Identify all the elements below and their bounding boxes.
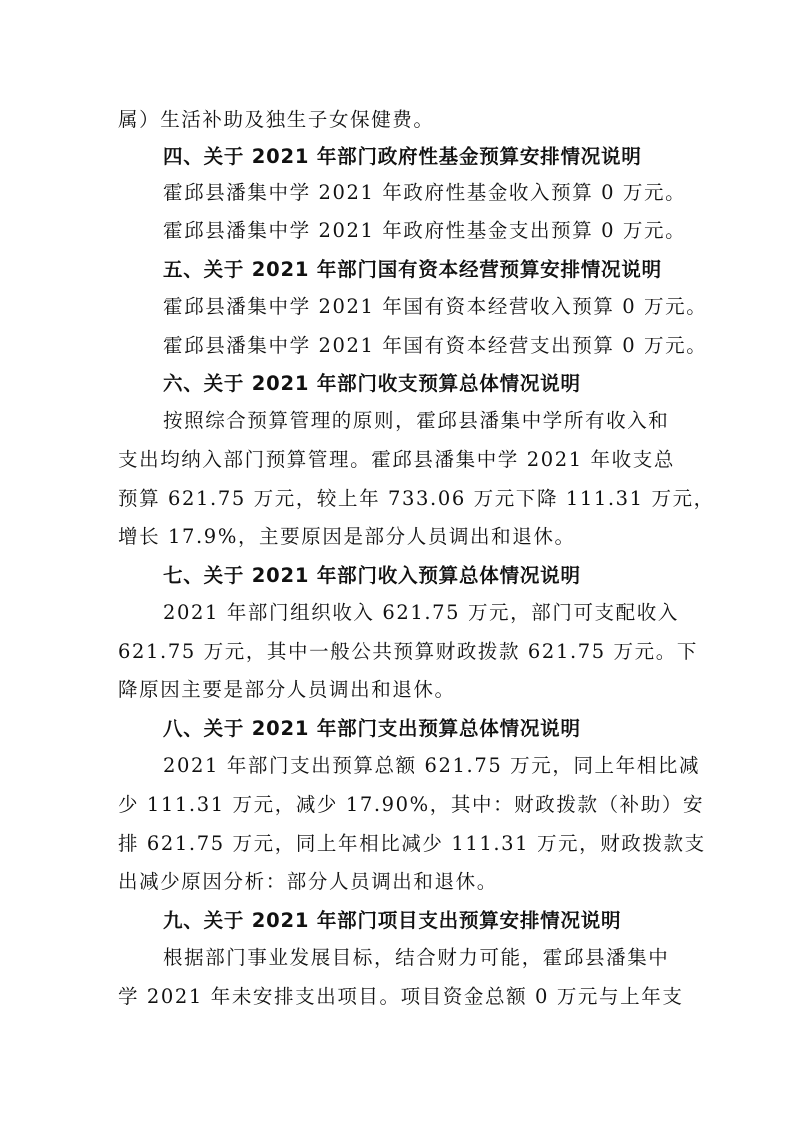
paragraph-line: 按照综合预算管理的原则，霍邱县潘集中学所有收入和 bbox=[163, 409, 670, 432]
paragraph-line: 霍邱县潘集中学 2021 年国有资本经营支出预算 0 万元。 bbox=[163, 334, 708, 357]
paragraph-line: 2021 年部门支出预算总额 621.75 万元，同上年相比减 bbox=[163, 754, 701, 777]
section-heading: 四、关于 2021 年部门政府性基金预算安排情况说明 bbox=[163, 145, 642, 168]
paragraph-line: 预算 621.75 万元，较上年 733.06 万元下降 111.31 万元， bbox=[118, 487, 715, 510]
section-heading: 八、关于 2021 年部门支出预算总体情况说明 bbox=[163, 717, 581, 740]
paragraph-line: 霍邱县潘集中学 2021 年政府性基金收入预算 0 万元。 bbox=[163, 181, 687, 204]
section-heading: 七、关于 2021 年部门收入预算总体情况说明 bbox=[163, 564, 581, 587]
paragraph-line: 根据部门事业发展目标，结合财力可能，霍邱县潘集中 bbox=[163, 946, 670, 969]
section-heading: 六、关于 2021 年部门收支预算总体情况说明 bbox=[163, 372, 581, 395]
section-heading: 九、关于 2021 年部门项目支出预算安排情况说明 bbox=[163, 909, 622, 932]
paragraph-line: 出减少原因分析：部分人员调出和退休。 bbox=[118, 870, 498, 893]
paragraph-line: 降原因主要是部分人员调出和退休。 bbox=[118, 678, 456, 701]
paragraph-line: 支出均纳入部门预算管理。霍邱县潘集中学 2021 年收支总 bbox=[118, 448, 675, 471]
paragraph-line: 增长 17.9%，主要原因是部分人员调出和退休。 bbox=[118, 525, 576, 548]
paragraph-line: 少 111.31 万元，减少 17.90%，其中：财政拨款（补助）安 bbox=[118, 793, 705, 816]
paragraph-line: 排 621.75 万元，同上年相比减少 111.31 万元，财政拨款支 bbox=[118, 832, 706, 855]
paragraph-line: 2021 年部门组织收入 621.75 万元，部门可支配收入 bbox=[163, 601, 679, 624]
section-heading: 五、关于 2021 年部门国有资本经营预算安排情况说明 bbox=[163, 258, 662, 281]
paragraph-line: 属）生活补助及独生子女保健费。 bbox=[118, 108, 435, 131]
paragraph-line: 霍邱县潘集中学 2021 年国有资本经营收入预算 0 万元。 bbox=[163, 295, 708, 318]
paragraph-line: 霍邱县潘集中学 2021 年政府性基金支出预算 0 万元。 bbox=[163, 219, 687, 242]
paragraph-line: 621.75 万元，其中一般公共预算财政拨款 621.75 万元。下 bbox=[118, 640, 698, 663]
paragraph-line: 学 2021 年未安排支出项目。项目资金总额 0 万元与上年支 bbox=[118, 985, 684, 1008]
